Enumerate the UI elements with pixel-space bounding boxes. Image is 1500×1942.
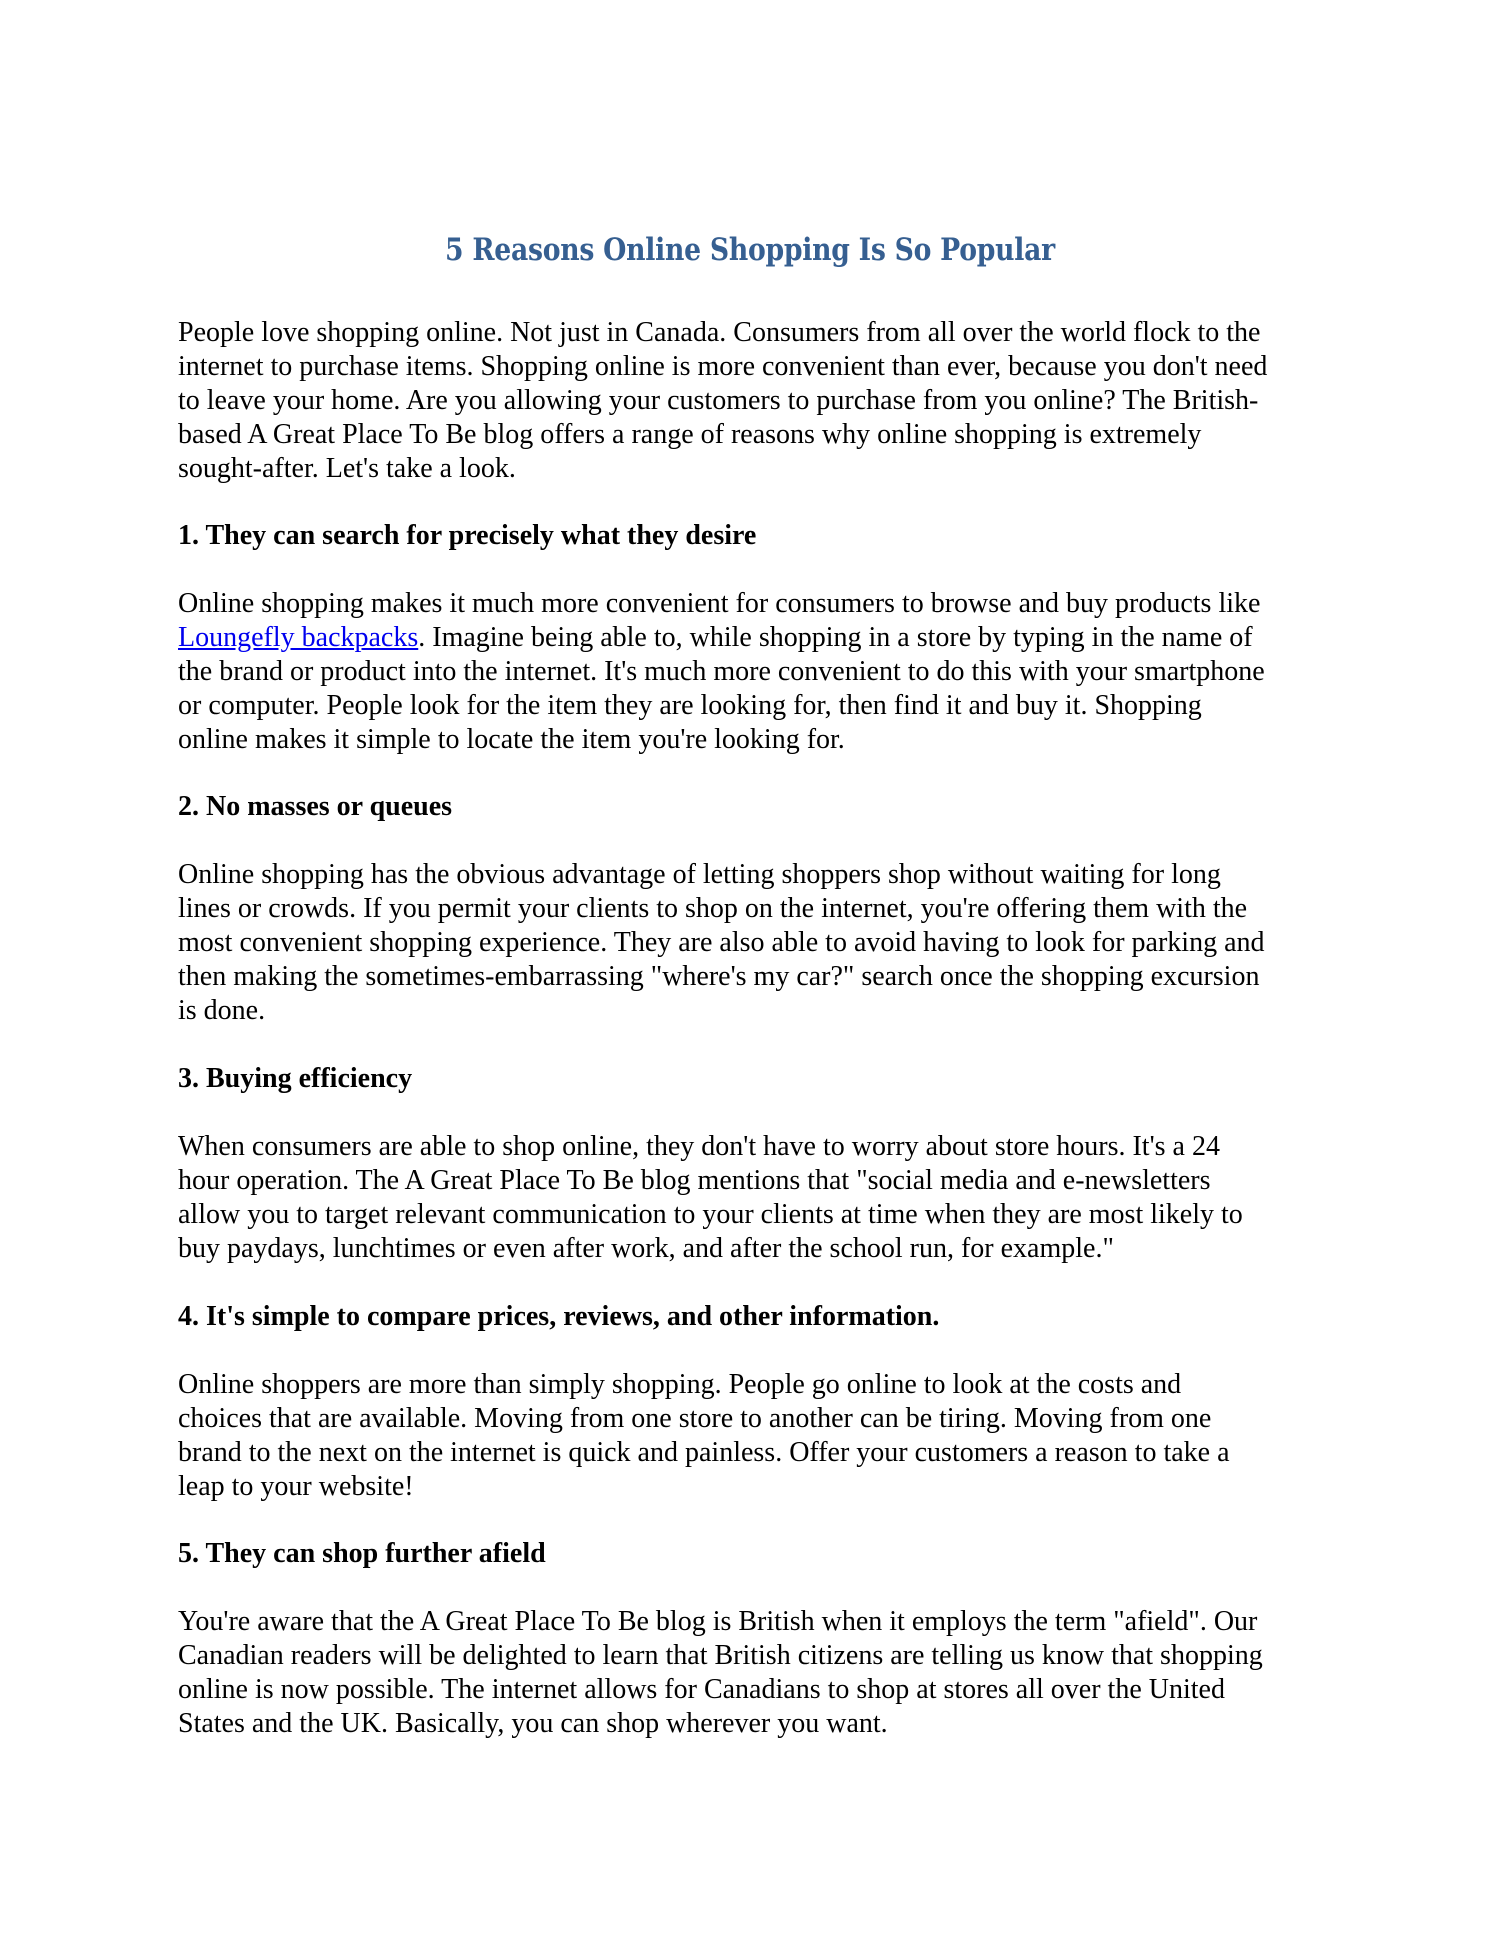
paragraph-line: People love shopping online. Not just in Canada. Consumers from all over the world flock to the xyxy=(178,317,1261,348)
loungefly-backpacks-link[interactable]: Loungefly backpacks xyxy=(178,622,419,653)
section-heading-1: 1. They can search for precisely what they desire xyxy=(178,520,757,551)
paragraph-line: is done. xyxy=(178,995,266,1026)
paragraph-line: When consumers are able to shop online, they don't have to worry about store hours. It's a 24 xyxy=(178,1131,1220,1162)
paragraph-line: buy paydays, lunchtimes or even after work, and after the school run, for example." xyxy=(178,1233,1114,1264)
paragraph-line: Online shoppers are more than simply shopping. People go online to look at the costs and xyxy=(178,1369,1182,1400)
paragraph-line: allow you to target relevant communication to your clients at time when they are most likely to xyxy=(178,1199,1243,1230)
paragraph-line: choices that are available. Moving from one store to another can be tiring. Moving from one xyxy=(178,1403,1212,1434)
paragraph-line: online is now possible. The internet allows for Canadians to shop at stores all over the United xyxy=(178,1674,1225,1705)
paragraph-line: then making the sometimes-embarrassing "where's my car?" search once the shopping excursion xyxy=(178,961,1260,992)
paragraph-line: hour operation. The A Great Place To Be blog mentions that "social media and e-newsletters xyxy=(178,1165,1211,1196)
paragraph-line-with-link xyxy=(178,621,1358,655)
section-paragraph-1 xyxy=(178,587,1358,757)
link-line-rest: . Imagine being able to, while shopping in a store by typing in the name of xyxy=(418,622,1253,653)
paragraph-line: lines or crowds. If you permit your clients to shop on the internet, you're offering them with the xyxy=(178,893,1248,924)
section-paragraph-5 xyxy=(178,1605,1358,1741)
paragraph-line: Online shopping has the obvious advantage of letting shoppers shop without waiting for long xyxy=(178,859,1221,890)
section-paragraph-4 xyxy=(178,1368,1358,1504)
paragraph-line: or computer. People look for the item they are looking for, then find it and buy it. Shopping xyxy=(178,690,1202,721)
paragraph-line: internet to purchase items. Shopping online is more convenient than ever, because you don't need xyxy=(178,351,1268,382)
paragraph-line: States and the UK. Basically, you can shop wherever you want. xyxy=(178,1708,888,1739)
intro-paragraph xyxy=(178,316,1358,486)
paragraph-line: sought-after. Let's take a look. xyxy=(178,453,516,484)
section-paragraph-2 xyxy=(178,858,1358,1028)
section-heading-3: 3. Buying efficiency xyxy=(178,1063,413,1094)
section-paragraph-3 xyxy=(178,1130,1358,1266)
paragraph-line: based A Great Place To Be blog offers a range of reasons why online shopping is extremely xyxy=(178,419,1202,450)
paragraph-line: to leave your home. Are you allowing your customers to purchase from you online? The British- xyxy=(178,385,1259,416)
paragraph-line: leap to your website! xyxy=(178,1471,414,1502)
paragraph-line: Canadian readers will be delighted to learn that British citizens are telling us know that shopping xyxy=(178,1640,1263,1671)
paragraph-line: most convenient shopping experience. They are also able to avoid having to look for parking and xyxy=(178,927,1265,958)
section-heading-5: 5. They can shop further afield xyxy=(178,1538,546,1569)
paragraph-line: the brand or product into the internet. It's much more convenient to do this with your smartphone xyxy=(178,656,1265,687)
paragraph-line: You're aware that the A Great Place To Be blog is British when it employs the term "afield". Our xyxy=(178,1606,1258,1637)
page-title: 5 Reasons Online Shopping Is So Popular xyxy=(445,232,1055,268)
paragraph-line: brand to the next on the internet is quick and painless. Offer your customers a reason to take a xyxy=(178,1437,1230,1468)
section-heading-4: 4. It's simple to compare prices, reviews, and other information. xyxy=(178,1301,940,1332)
section-heading-2: 2. No masses or queues xyxy=(178,791,453,822)
paragraph-line: online makes it simple to locate the item you're looking for. xyxy=(178,724,845,755)
paragraph-line: Online shopping makes it much more convenient for consumers to browse and buy products like xyxy=(178,588,1261,619)
